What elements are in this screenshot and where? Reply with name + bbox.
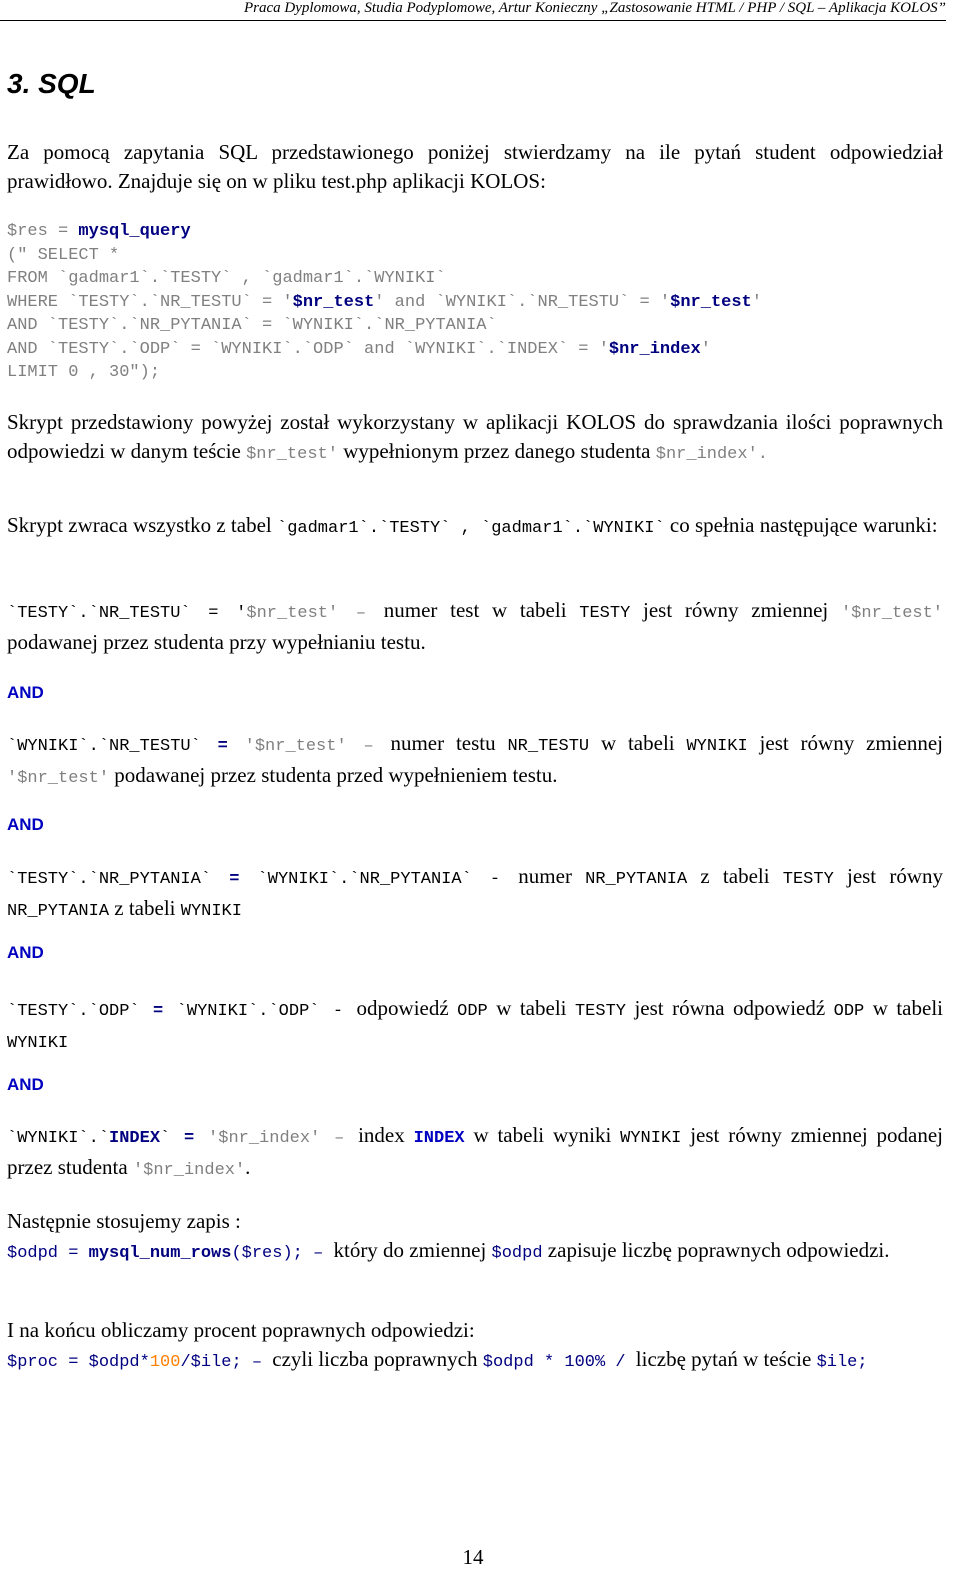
condition-wyniki-nr-testu: `WYNIKI`.`NR_TESTU` = '$nr_test' – numer testu NR_TESTU w tabeli WYNIKI jest równy zmiennej '$nr_test' podawanej przez studenta przed wypełnieniem testu. <box>7 731 944 788</box>
num-rows-paragraph: $odpd = mysql_num_rows($res); – który do zmiennej $odpd zapisuje liczbę poprawnych odpowiedzi. <box>7 1238 890 1263</box>
condition-nr-pytania: `TESTY`.`NR_PYTANIA` = `WYNIKI`.`NR_PYTANIA` - numer NR_PYTANIA z tabeli TESTY jest równy NR_PYTANIA z tabeli WYNIKI <box>7 864 944 921</box>
section-title: 3. SQL <box>7 68 96 99</box>
page-header: Praca Dyplomowa, Studia Podyplomowe, Artur Konieczny „Zastosowanie HTML / PHP / SQL – Aplikacja KOLOS” <box>244 0 946 16</box>
condition-index: `WYNIKI`.`INDEX` = '$nr_index' – index INDEX w tabeli wyniki WYNIKI jest równy zmiennej podanej przez studenta '$nr_index'. <box>7 1123 944 1180</box>
and-keyword: AND <box>7 943 44 962</box>
and-keyword: AND <box>7 683 44 702</box>
header-rule <box>0 20 946 21</box>
condition-nr-testu: `TESTY`.`NR_TESTU` = '$nr_test' – numer test w tabeli TESTY jest równy zmiennej '$nr_test' podawanej przez studenta przy wypełnianiu testu. <box>7 598 944 654</box>
page-number: 14 <box>462 1545 484 1569</box>
and-keyword: AND <box>7 1075 44 1094</box>
percent-intro: I na końcu obliczamy procent poprawnych odpowiedzi: <box>7 1318 475 1342</box>
explanation-paragraph: Skrypt przedstawiony powyżej został wykorzystany w aplikacji KOLOS do sprawdzania ilości poprawnych odpowiedzi w danym teście $nr_test' wypełnionym przez danego studenta $nr_index'. <box>7 410 943 464</box>
and-keyword: AND <box>7 815 44 834</box>
tables-paragraph: Skrypt zwraca wszystko z tabel `gadmar1`.`TESTY` , `gadmar1`.`WYNIKI` co spełnia następujące warunki: <box>7 513 938 538</box>
sql-code-block: $res = mysql_query (" SELECT * FROM `gadmar1`.`TESTY` , `gadmar1`.`WYNIKI` WHERE `TESTY`.`NR_TESTU` = '$nr_test' and `WYNIKI`.`NR_TESTU` = '$nr_test' AND `TESTY`.`NR_PYTANIA` = `WYNIKI`.`NR_PYTANIA` AND `TESTY`.`ODP` = `WYNIKI`.`ODP` and `WYNIKI`.`INDEX` = '$nr_index' LIMIT 0 , 30"); <box>7 222 762 382</box>
percent-paragraph: $proc = $odpd*100/$ile; – czyli liczba poprawnych $odpd * 100% / liczbę pytań w teście $ile; <box>7 1347 868 1372</box>
num-rows-intro: Następnie stosujemy zapis : <box>7 1209 241 1233</box>
condition-odp: `TESTY`.`ODP` = `WYNIKI`.`ODP` - odpowiedź ODP w tabeli TESTY jest równa odpowiedź ODP w tabeli WYNIKI <box>7 996 943 1053</box>
intro-paragraph: Za pomocą zapytania SQL przedstawionego poniżej stwierdzamy na ile pytań student odpowiedział prawidłowo. Znajduje się on w pliku test.php aplikacji KOLOS: <box>7 140 943 193</box>
